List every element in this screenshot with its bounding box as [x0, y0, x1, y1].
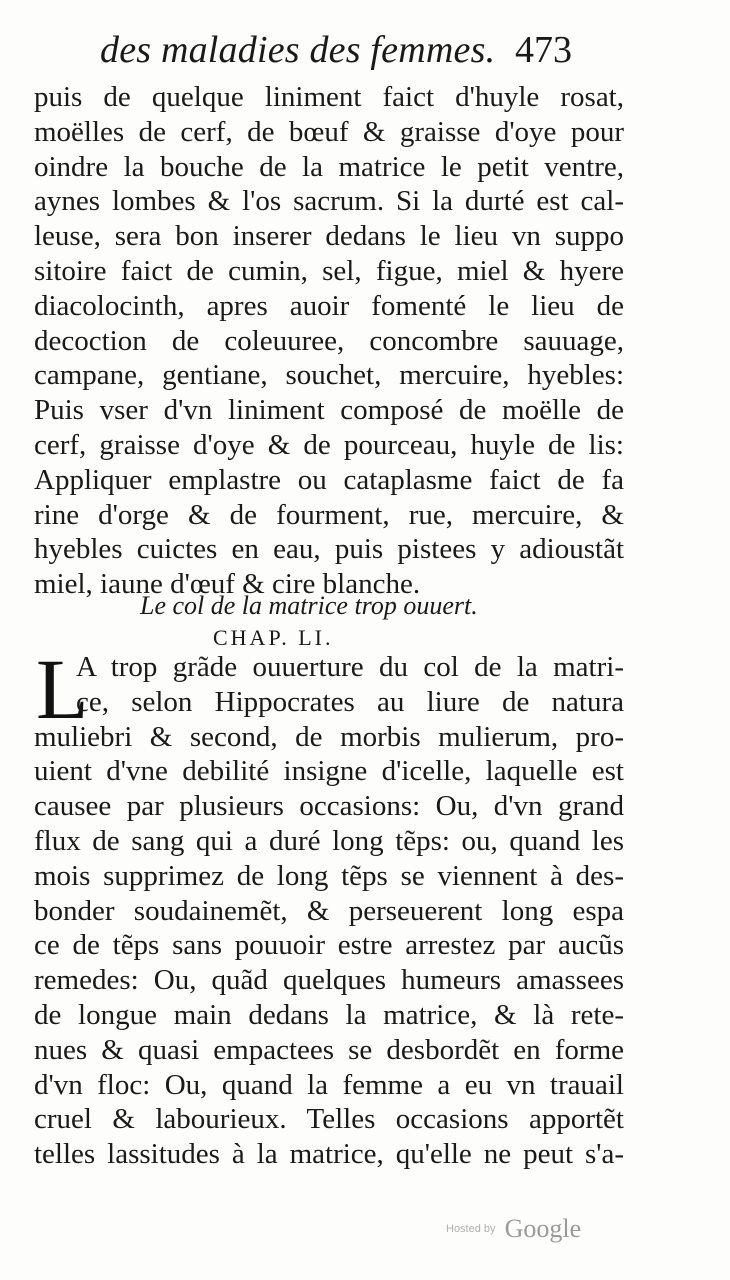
text-line: hyebles cuictes en eau, puis pistees y adioustãt [34, 533, 624, 566]
text-line: puis de quelque liniment faict d'huyle rosat, [34, 81, 624, 113]
text-line: campane, gentiane, souchet, mercuire, hyebles: [34, 359, 624, 392]
chapter-paragraph [34, 650, 624, 1172]
running-head [100, 20, 600, 72]
text-line: Appliquer emplastre ou cataplasme faict de fa [34, 463, 624, 496]
google-logo-text: Google [504, 1214, 582, 1243]
text-line: remedes: Ou, quãd quelques humeurs amassees [34, 964, 624, 997]
drop-cap: L [36, 641, 89, 737]
text-line: diacolocinth, apres auoir fomenté le lieu de [34, 289, 624, 322]
text-line: A trop grãde ouuerture du col de la matri- [76, 651, 624, 683]
text-line: ce, selon Hippocrates au liure de natura [76, 685, 624, 718]
text-line: miel, iaune d'œuf & cire blanche. [34, 568, 421, 601]
text-line: d'vn floc: Ou, quand la femme a eu vn trauail [34, 1068, 624, 1101]
text-line: flux de sang qui a duré long tẽps: ou, quand les [34, 824, 624, 857]
text-line: aynes lombes & l'os sacrum. Si la durté est cal- [34, 185, 624, 218]
text-line: rine d'orge & de fourment, rue, mercuire, & [34, 498, 624, 531]
text-line: moëlles de cerf, de bœuf & graisse d'oye pour [34, 115, 624, 148]
text-line: ce de tẽps sans pouuoir estre arrestez par aucũs [34, 929, 624, 962]
chapter-label: CHAP. LI. [213, 625, 334, 650]
text-line: de longue main dedans la matrice, & là rete- [34, 998, 624, 1031]
text-line: Puis vser d'vn liniment composé de moëlle de [34, 394, 624, 427]
running-title: des maladies des femmes. [100, 29, 496, 71]
google-watermark [446, 1214, 606, 1244]
page-number: 473 [515, 29, 572, 71]
text-line: uient d'vne debilité insigne d'icelle, laquelle est [34, 755, 624, 788]
text-line: causee par plusieurs occasions: Ou, d'vn grand [34, 790, 624, 823]
text-line: cruel & labourieux. Telles occasions apportẽt [34, 1103, 624, 1136]
text-line: oindre la bouche de la matrice le petit ventre, [34, 150, 624, 183]
text-line: leuse, sera bon inserer dedans le lieu vn suppo [34, 220, 624, 253]
text-line: nues & quasi empactees se desbordẽt en forme [34, 1033, 624, 1066]
continued-paragraph [34, 80, 624, 602]
text-line: telles lassitudes à la matrice, qu'elle ne peut s'a- [34, 1138, 624, 1171]
text-line: mois supprimez de long tẽps se viennent à des- [34, 859, 624, 892]
hosted-by-label: Hosted by [446, 1223, 496, 1235]
text-line: sitoire faict de cumin, sel, figue, miel & hyere [34, 254, 624, 287]
text-line: decoction de coleuuree, concombre sauuage, [34, 324, 624, 357]
text-line: bonder soudainemẽt, & perseuerent long espa [34, 894, 624, 927]
text-line: muliebri & second, de morbis mulierum, pro- [34, 720, 624, 753]
section-heading: Le col de la matrice trop ouuert. [140, 591, 478, 620]
text-line: cerf, graisse d'oye & de pourceau, huyle de lis: [34, 428, 624, 461]
